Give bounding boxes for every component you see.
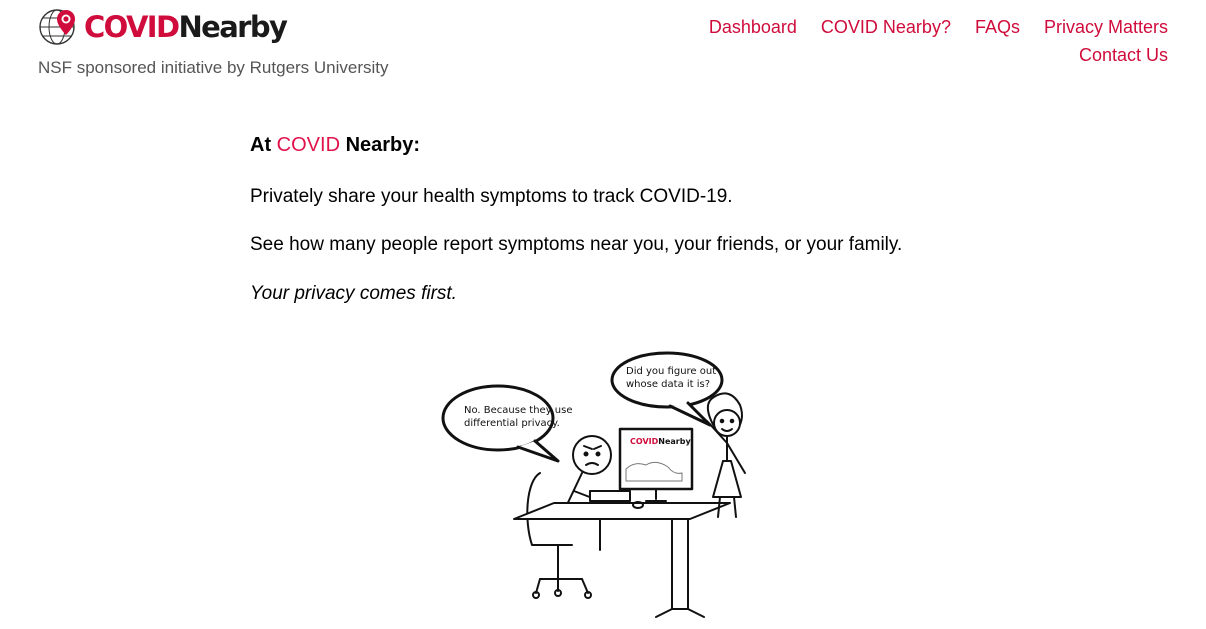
speech-left-line2: differential privacy. xyxy=(464,418,560,429)
logo-wordmark xyxy=(84,9,287,44)
logo-nearby-text: Nearby xyxy=(178,9,287,44)
intro-section xyxy=(250,134,1010,304)
monitor-brand-nearby: Nearby xyxy=(658,437,691,446)
monitor-brand-covid: COVID xyxy=(630,437,659,446)
main-nav xyxy=(708,16,1168,67)
nav-privacy-matters[interactable]: Privacy Matters xyxy=(1043,17,1168,37)
nav-dashboard[interactable]: Dashboard xyxy=(708,17,797,37)
intro-heading xyxy=(250,134,1010,157)
speech-right-line1: Did you figure out xyxy=(626,366,717,377)
nav-faqs[interactable]: FAQs xyxy=(974,17,1020,37)
logo-covid-text: COVID xyxy=(84,9,179,44)
heading-prefix: At xyxy=(250,134,277,156)
heading-accent: COVID xyxy=(276,134,341,156)
heading-suffix: Nearby: xyxy=(340,134,421,156)
speech-right-line2: whose data it is? xyxy=(626,379,711,390)
desk xyxy=(514,503,730,519)
intro-line-see: See how many people report symptoms near you, your friends, or your family. xyxy=(250,234,903,255)
intro-line-privacy: Your privacy comes first. xyxy=(250,283,457,304)
globe-pin-icon xyxy=(38,6,80,48)
monitor-brand xyxy=(630,437,691,446)
intro-line-share: Privately share your health symptoms to track COVID-19. xyxy=(250,186,733,207)
nav-contact-us[interactable]: Contact Us xyxy=(1078,45,1168,65)
speech-left-line1: No. Because they use xyxy=(464,405,573,416)
privacy-cartoon-illustration xyxy=(440,343,770,629)
standing-person-dress xyxy=(713,461,741,497)
site-logo[interactable] xyxy=(38,6,286,48)
tagline: NSF sponsored initiative by Rutgers University xyxy=(38,58,389,77)
keyboard xyxy=(590,491,630,501)
nav-covid-nearby[interactable]: COVID Nearby? xyxy=(820,17,951,37)
seated-person-head xyxy=(573,436,611,474)
